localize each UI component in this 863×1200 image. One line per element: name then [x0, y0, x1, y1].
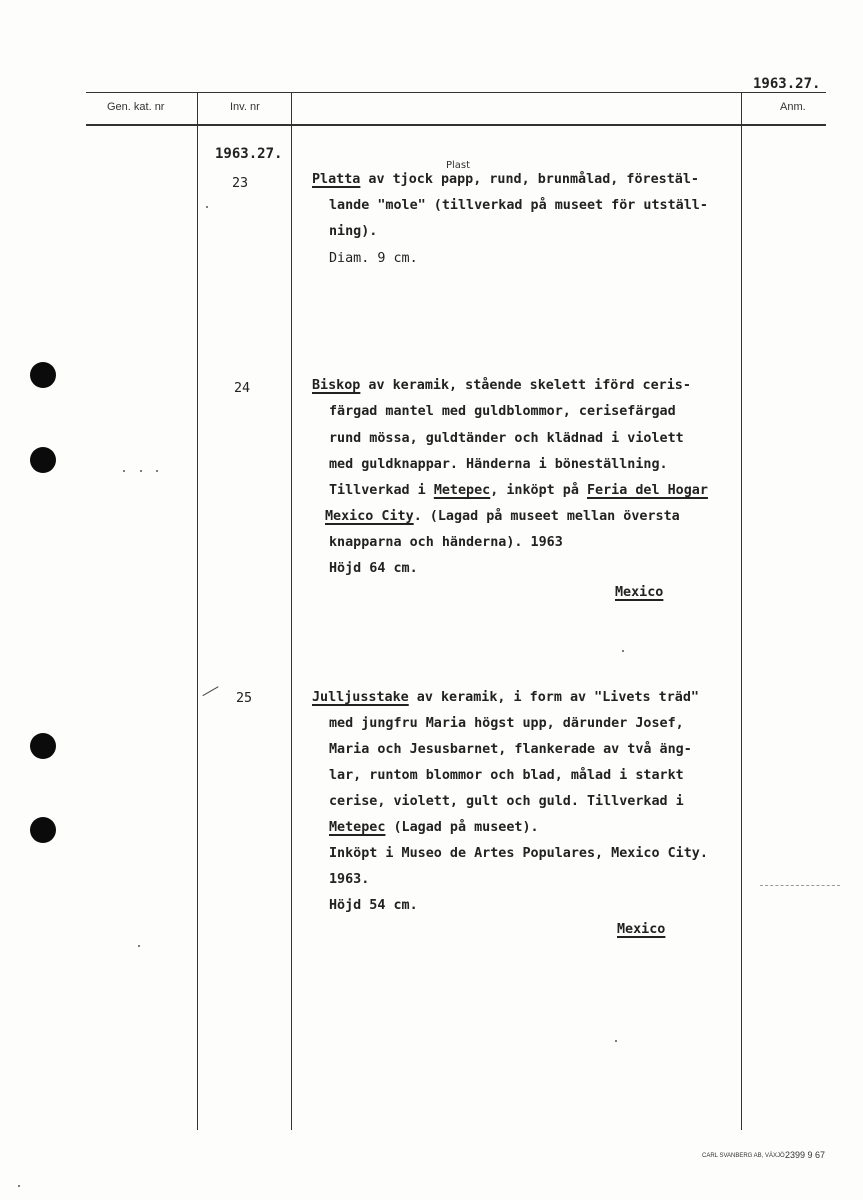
column-header-inv-nr: Inv. nr [230, 101, 260, 113]
entry-line [312, 172, 699, 187]
speck [206, 206, 208, 208]
entry-line [312, 378, 691, 393]
group-number: 1963.27. [215, 146, 283, 162]
entry-line: lar, runtom blommor och blad, målad i starkt [329, 768, 684, 783]
speck [156, 470, 158, 472]
entry-24 [312, 378, 752, 608]
text: . (Lagad på museet mellan översta [413, 509, 680, 524]
entry-line [329, 483, 708, 498]
text: av tjock papp, rund, brunmålad, förestäl- [360, 172, 699, 187]
printer-imprint: CARL SVANBERG AB, VÄXJÖ [702, 1153, 785, 1159]
inv-number: 24 [234, 381, 251, 396]
faint-dash [760, 885, 840, 886]
entry-line: färgad mantel med guldblommor, cerisefärgad [329, 404, 676, 419]
tick-mark [202, 686, 223, 705]
entry-line: med jungfru Maria högst upp, därunder Josef, [329, 716, 684, 731]
entry-line [312, 690, 699, 705]
punch-hole [30, 362, 56, 388]
handwritten-note: Plast [446, 160, 471, 171]
entry-line: Inköpt i Museo de Artes Populares, Mexico City. [329, 846, 708, 861]
speck [615, 1040, 617, 1042]
entry-line: 1963. [329, 872, 370, 887]
entry-23 [312, 172, 740, 292]
place-name: Metepec [329, 820, 386, 835]
speck [140, 470, 142, 472]
entry-line: Maria och Jesusbarnet, flankerade av två äng- [329, 742, 692, 757]
item-title: Platta [312, 172, 361, 187]
city-name: Mexico City [325, 509, 414, 524]
text: av keramik, i form av "Livets träd" [408, 690, 699, 705]
speck [138, 945, 140, 947]
entry-line: knapparna och händerna). 1963 [329, 535, 563, 550]
speck [18, 1185, 20, 1187]
page-catalog-number: 1963.27. [753, 76, 821, 92]
measurement: Höjd 64 cm. [329, 561, 418, 576]
text: (Lagad på museet). [385, 820, 539, 835]
text: , inköpt på [490, 483, 587, 498]
country-label: Mexico [615, 585, 664, 600]
entry-line: ning). [329, 224, 378, 239]
country-label: Mexico [617, 922, 666, 937]
column-divider [291, 92, 292, 1130]
entry-line: cerise, violett, gult och guld. Tillverkad i [329, 794, 684, 809]
inv-number: 23 [232, 176, 249, 191]
text: Tillverkad i [329, 483, 434, 498]
punch-hole [30, 817, 56, 843]
column-header-gen-kat-nr: Gen. kat. nr [107, 101, 165, 113]
shop-name: Feria del Hogar [587, 483, 708, 498]
punch-hole [30, 733, 56, 759]
entry-line: lande "mole" (tillverkad på museet för utställ- [329, 198, 708, 213]
measurement: Höjd 54 cm. [329, 898, 418, 913]
form-number: 2399 9 67 [785, 1150, 826, 1160]
speck [123, 470, 125, 472]
entry-line: rund mössa, guldtänder och klädnad i violett [329, 431, 684, 446]
entry-line [329, 820, 539, 835]
speck [622, 650, 624, 652]
entry-line: med guldknappar. Händerna i böneställning. [329, 457, 668, 472]
punch-hole [30, 447, 56, 473]
inv-number: 25 [236, 691, 253, 706]
item-title: Biskop [312, 378, 361, 393]
text: av keramik, stående skelett iförd ceris- [360, 378, 691, 393]
column-divider [197, 92, 198, 1130]
entry-25 [312, 690, 752, 950]
column-divider [741, 92, 742, 1130]
item-title: Julljusstake [312, 690, 409, 705]
measurement: Diam. 9 cm. [329, 251, 418, 266]
place-name: Metepec [433, 483, 491, 498]
column-header-anm: Anm. [780, 101, 806, 113]
entry-line [325, 509, 680, 524]
